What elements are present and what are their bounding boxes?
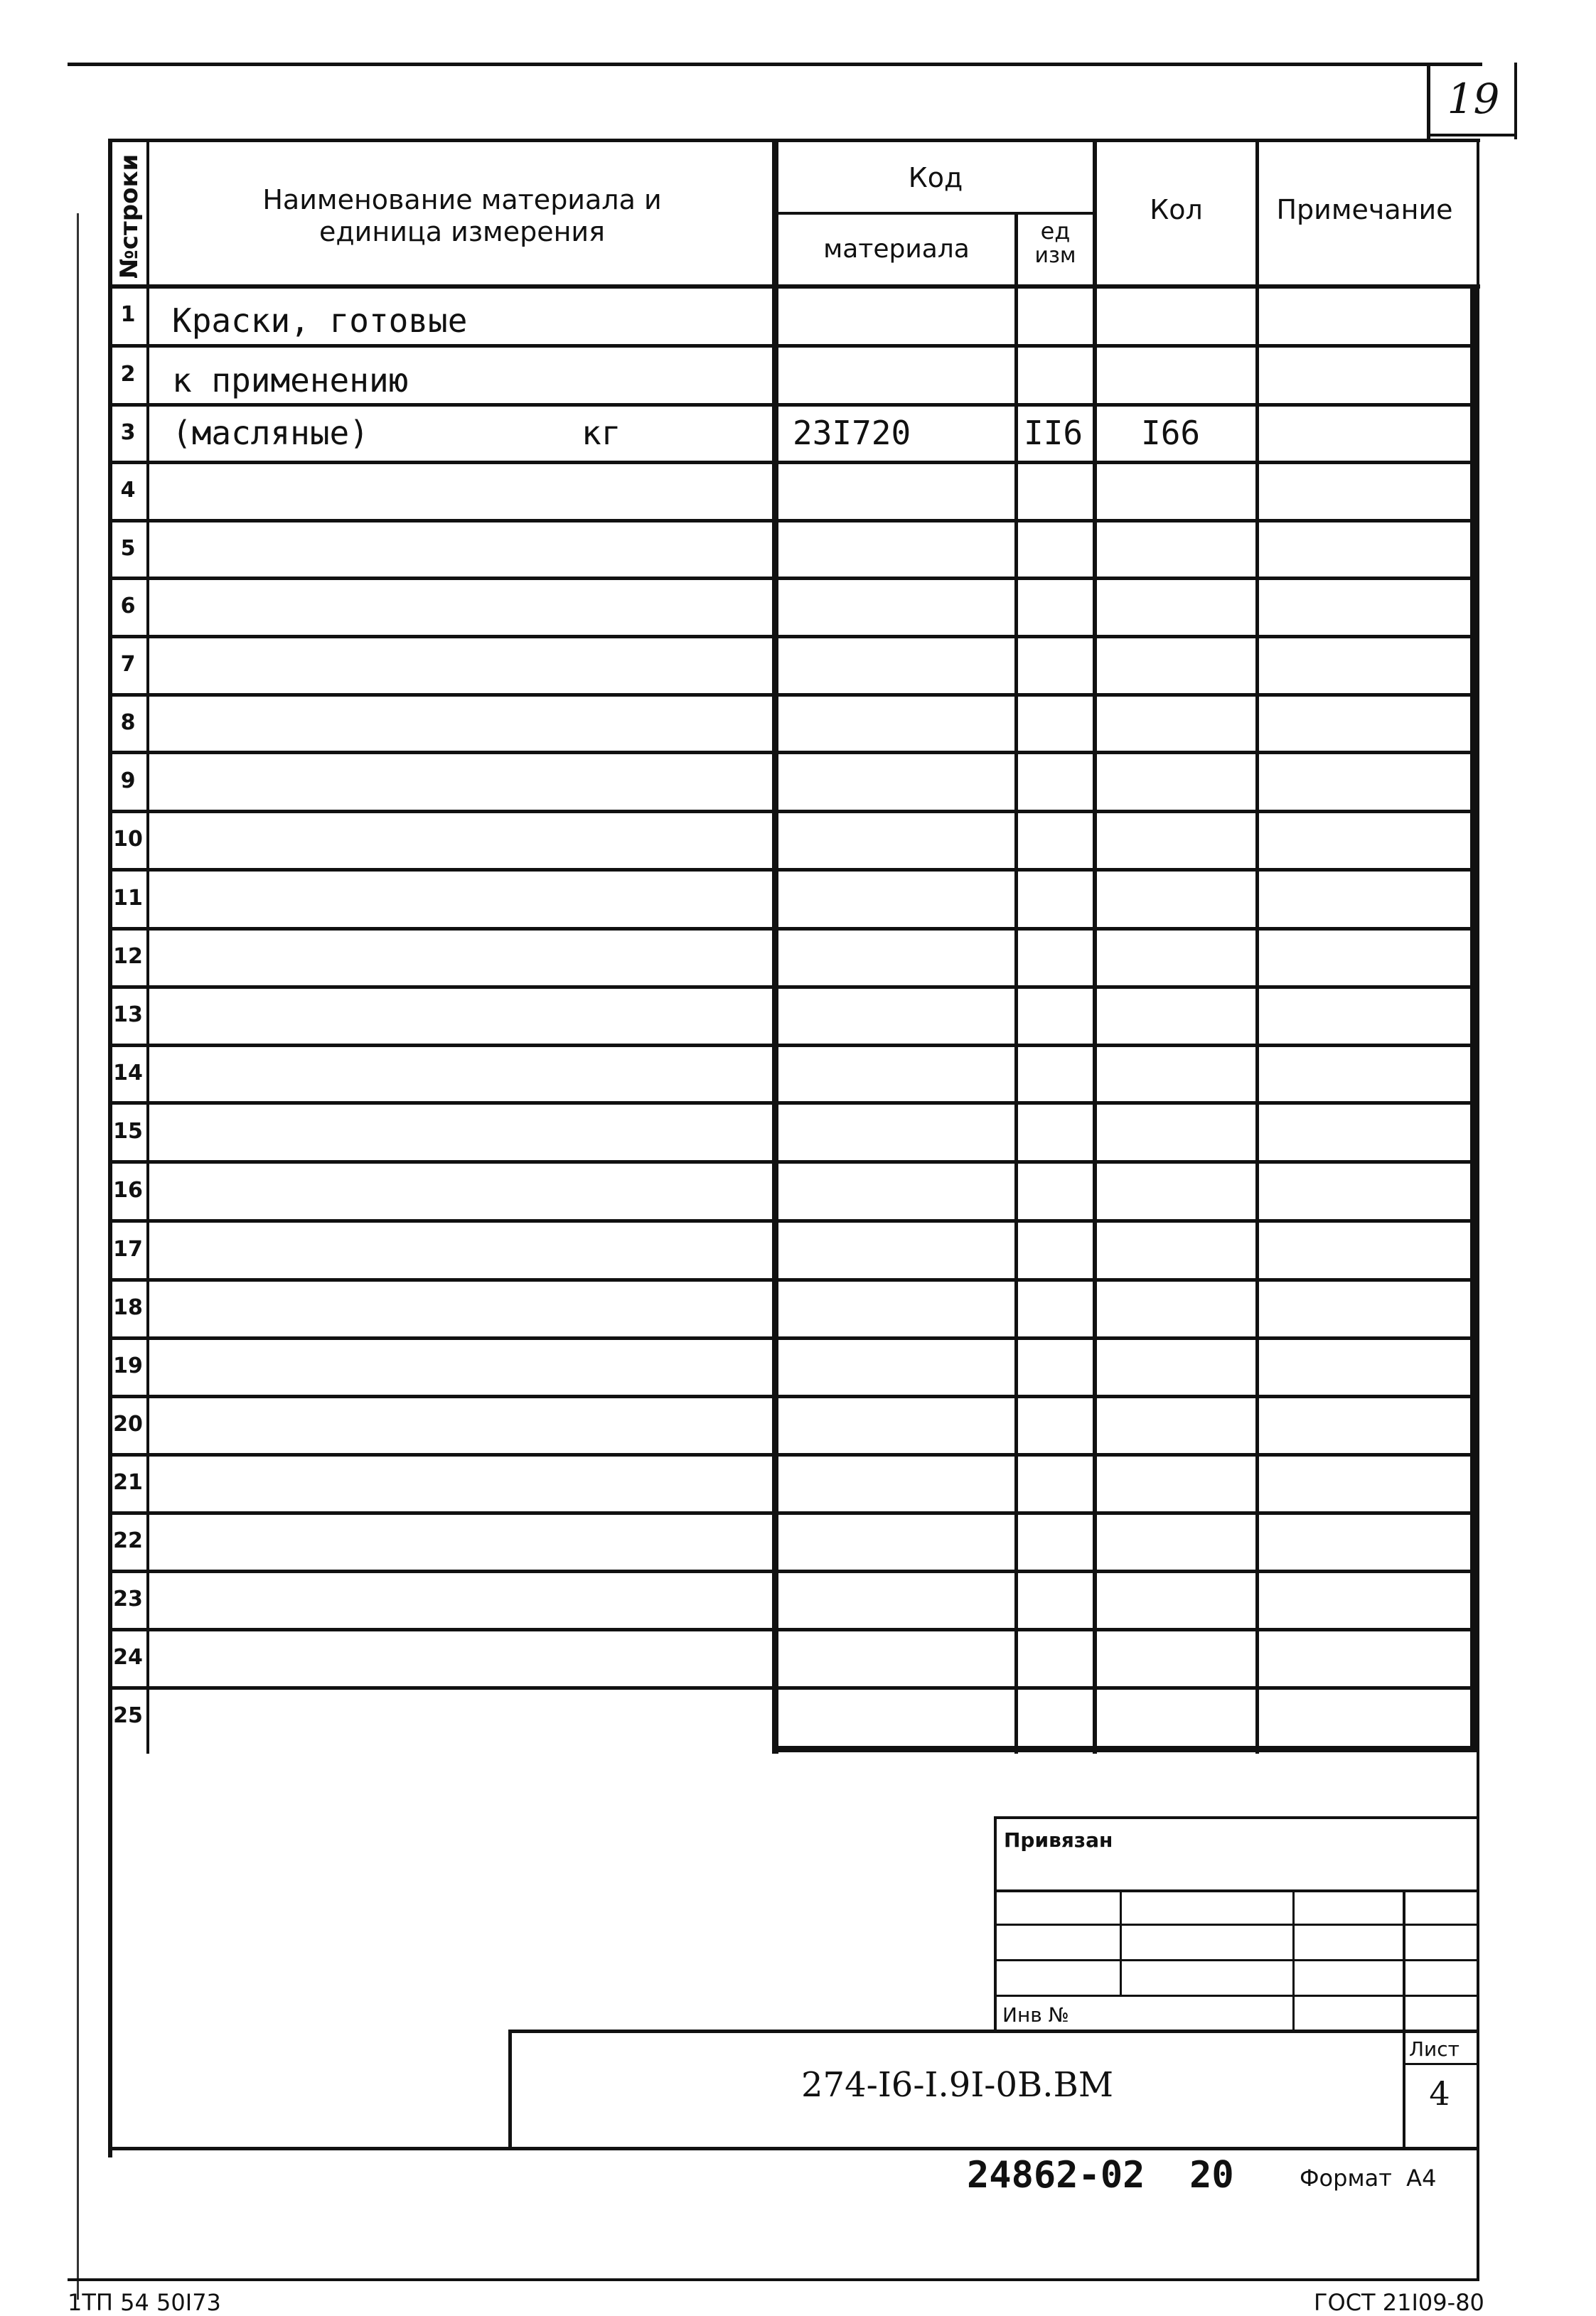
row-line: [112, 344, 1477, 348]
row-number: 12: [113, 944, 143, 969]
header-bottom-line: [108, 284, 1480, 289]
page-number: 19: [1447, 75, 1500, 123]
row-line: [112, 868, 1477, 872]
row-line: [112, 577, 1477, 580]
sheet-label: Лист: [1409, 2037, 1460, 2061]
row3-material-code: 23I720: [793, 414, 911, 452]
name-header-line1: Наименование материала и: [262, 184, 662, 215]
row-number: 14: [113, 1061, 143, 1085]
unit-code-header-line1: ед: [1040, 218, 1071, 245]
code-header: Код: [908, 162, 963, 193]
row-number: 7: [120, 652, 136, 677]
row-line: [112, 1395, 1477, 1398]
page-number-box-bottom: [1427, 134, 1517, 136]
row-line: [112, 1453, 1477, 1457]
row2-name: к применению: [172, 361, 409, 400]
row-number: 21: [113, 1470, 143, 1495]
sheet-number: 4: [1429, 2074, 1450, 2113]
row-line: [112, 1686, 1477, 1690]
row-line: [112, 403, 1477, 407]
row-number: 10: [113, 827, 143, 852]
table-bottom-thick: [772, 1746, 1477, 1752]
stamp-line: [994, 1995, 1479, 1997]
row-number: 17: [113, 1237, 143, 1262]
frame-right: [1477, 139, 1479, 2278]
handwritten-number: 24862-02 20: [967, 2154, 1234, 2197]
vline-material: [1014, 212, 1018, 1754]
row-number: 24: [113, 1645, 143, 1670]
qty-header: Кол: [1150, 194, 1203, 225]
left-margin-line: [77, 213, 79, 2300]
format-label: Формат А4: [1300, 2165, 1437, 2192]
vline-note-right: [1470, 284, 1477, 1752]
row-line: [112, 1160, 1477, 1164]
inv-label: Инв №: [1002, 2003, 1069, 2027]
unit-code-header-line2: изм: [1034, 242, 1076, 268]
stamp-box-top: [994, 1816, 1479, 1819]
row-number: 23: [113, 1587, 143, 1612]
row-line: [112, 985, 1477, 989]
row-number: 2: [120, 362, 136, 387]
row-number: 6: [120, 594, 136, 618]
stamp-line: [994, 1889, 1479, 1892]
stamp-line: [994, 1924, 1479, 1926]
bottom-rule: [68, 2278, 1479, 2281]
top-rule: [68, 63, 1482, 66]
row-number: 20: [113, 1412, 143, 1437]
row-line: [112, 635, 1477, 638]
row-number: 13: [113, 1002, 143, 1027]
row-line: [112, 1044, 1477, 1047]
row1-name: Краски, готовые: [172, 301, 468, 340]
note-header: Примечание: [1276, 194, 1453, 225]
row-number: 19: [113, 1353, 143, 1378]
row-line: [112, 519, 1477, 522]
row-line: [112, 927, 1477, 931]
row-line: [112, 1628, 1477, 1631]
stamp-line: [994, 1959, 1479, 1961]
row-number: 8: [120, 710, 136, 735]
row-number: 1: [120, 302, 136, 327]
row3-qty: I66: [1141, 414, 1201, 452]
page-number-box-right: [1514, 63, 1517, 139]
material-code-header: материала: [823, 234, 970, 264]
row-number: 18: [113, 1295, 143, 1320]
docbox-top: [508, 2030, 1479, 2033]
row-line: [112, 1219, 1477, 1223]
row-number: 3: [120, 420, 136, 445]
frame-bottom: [108, 2147, 1479, 2150]
stamp-vline: [1292, 1889, 1295, 2032]
row-number: 22: [113, 1528, 143, 1553]
stamp-vline: [1120, 1889, 1122, 1996]
row-number: 9: [120, 768, 136, 793]
row-number: 4: [120, 478, 136, 503]
name-header-line2: единица измерения: [319, 216, 605, 247]
row-line: [112, 1101, 1477, 1105]
row-line: [112, 1511, 1477, 1515]
row3-name: (масляные): [172, 414, 369, 452]
sheet-label-line: [1403, 2063, 1479, 2065]
row-line: [112, 1336, 1477, 1340]
row-number: 16: [113, 1178, 143, 1203]
row-number: 15: [113, 1119, 143, 1144]
code-divider-line: [775, 212, 1095, 215]
row-no-header: №строки: [115, 154, 144, 279]
row-line: [112, 461, 1477, 464]
row-number: 5: [120, 536, 136, 561]
row-line: [112, 1278, 1477, 1282]
document-code: 274-I6-I.9I-0B.BM: [801, 2065, 1113, 2105]
bound-label: Привязан: [1004, 1828, 1113, 1852]
left-code: 1ТП 54 50I73: [68, 2289, 221, 2316]
row-line: [112, 751, 1477, 754]
row3-unit-code: II6: [1024, 414, 1083, 452]
page-number-box-left: [1427, 63, 1430, 139]
row-line: [112, 1570, 1477, 1573]
row-line: [112, 810, 1477, 813]
row3-unit: кг: [582, 414, 621, 452]
row-line: [112, 693, 1477, 697]
right-code: ГОСТ 21I09-80: [1314, 2289, 1484, 2316]
row-number: 25: [113, 1703, 143, 1728]
header-top-line: [108, 139, 1480, 142]
stamp-vline: [1403, 1889, 1405, 2147]
row-number: 11: [113, 886, 143, 911]
